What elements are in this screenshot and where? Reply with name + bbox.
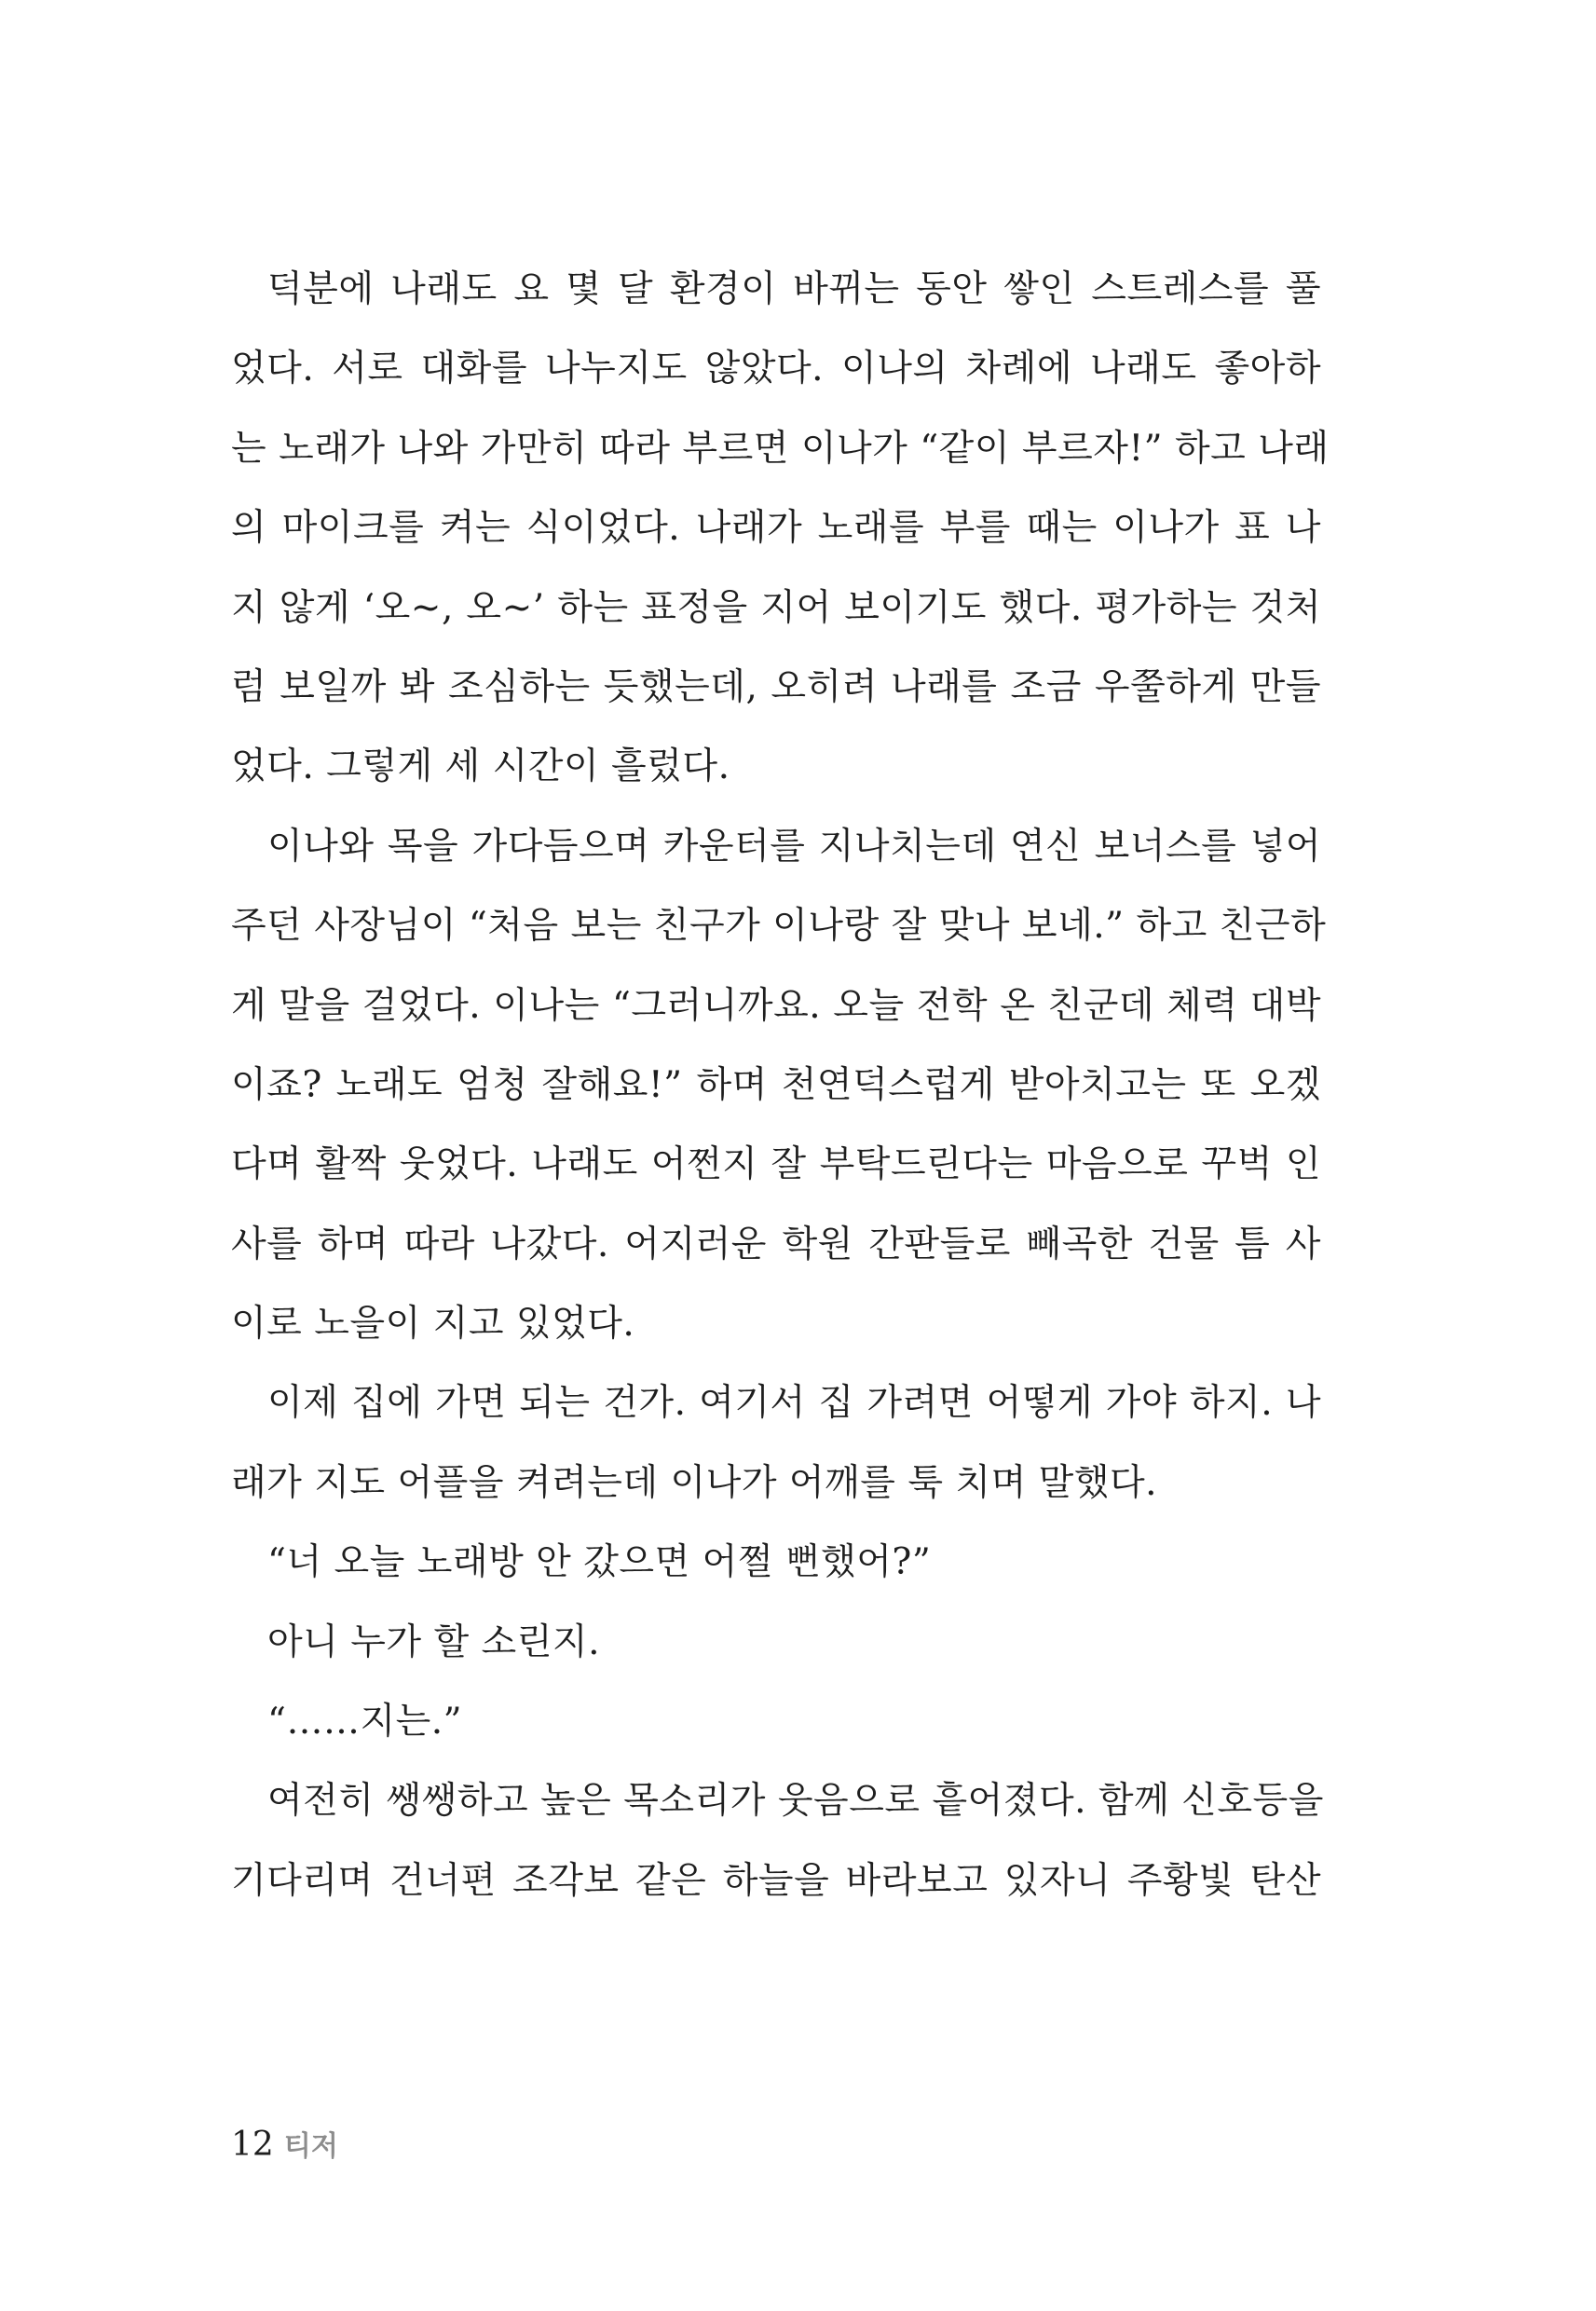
- text-line: 여전히 쌩쌩하고 높은 목소리가 웃음으로 흩어졌다. 함께 신호등을: [267, 1780, 1324, 1823]
- text-line: 아니 누가 할 소린지.: [267, 1620, 600, 1663]
- text-line: 기다리며 건너편 조각보 같은 하늘을 바라보고 있자니 주황빛 탄산: [231, 1859, 1321, 1902]
- text-line: “너 오늘 노래방 안 갔으면 어쩔 뻔했어?”: [267, 1541, 932, 1584]
- text-line: 주던 사장님이 “처음 보는 친구가 이나랑 잘 맞나 보네.” 하고 친근하: [231, 905, 1327, 948]
- text-line: 이제 집에 가면 되는 건가. 여기서 집 가려면 어떻게 가야 하지. 나: [267, 1382, 1321, 1425]
- text-line: 다며 활짝 웃었다. 나래도 어쩐지 잘 부탁드린다는 마음으로 꾸벅 인: [231, 1143, 1321, 1186]
- text-line: 덕분에 나래도 요 몇 달 환경이 바뀌는 동안 쌓인 스트레스를 풀: [267, 268, 1321, 310]
- text-line: 이죠? 노래도 엄청 잘해요!” 하며 천연덕스럽게 받아치고는 또 오겠: [231, 1063, 1321, 1106]
- text-line: 이나와 목을 가다듬으며 카운터를 지나치는데 연신 보너스를 넣어: [267, 825, 1321, 868]
- text-line: 게 말을 걸었다. 이나는 “그러니까요. 오늘 전학 온 친군데 체력 대박: [231, 984, 1321, 1027]
- text-line: 는 노래가 나와 가만히 따라 부르면 이나가 “같이 부르자!” 하고 나래: [231, 427, 1330, 470]
- text-line: 었다. 그렇게 세 시간이 흘렀다.: [231, 745, 730, 788]
- text-line: 사를 하며 따라 나갔다. 어지러운 학원 간판들로 빼곡한 건물 틈 사: [231, 1223, 1321, 1265]
- page-footer: [231, 2122, 338, 2168]
- text-line: “……지는.”: [267, 1701, 463, 1744]
- text-line: 이로 노을이 지고 있었다.: [231, 1303, 635, 1346]
- running-title: 티저: [283, 2130, 338, 2163]
- text-line: 럼 보일까 봐 조심하는 듯했는데, 오히려 나래를 조금 우쭐하게 만들: [231, 665, 1321, 708]
- text-line: 지 않게 ‘오~, 오~’ 하는 표정을 지어 보이기도 했다. 평가하는 것처: [231, 586, 1321, 629]
- text-line: 의 마이크를 켜는 식이었다. 나래가 노래를 부를 때는 이나가 표 나: [231, 507, 1321, 550]
- text-line: 래가 지도 어플을 켜려는데 이나가 어깨를 툭 치며 말했다.: [231, 1461, 1158, 1504]
- page-number: 12: [231, 2126, 274, 2164]
- text-line: 었다. 서로 대화를 나누지도 않았다. 이나의 차례에 나래도 좋아하: [231, 348, 1321, 390]
- body-text: [231, 250, 1330, 1921]
